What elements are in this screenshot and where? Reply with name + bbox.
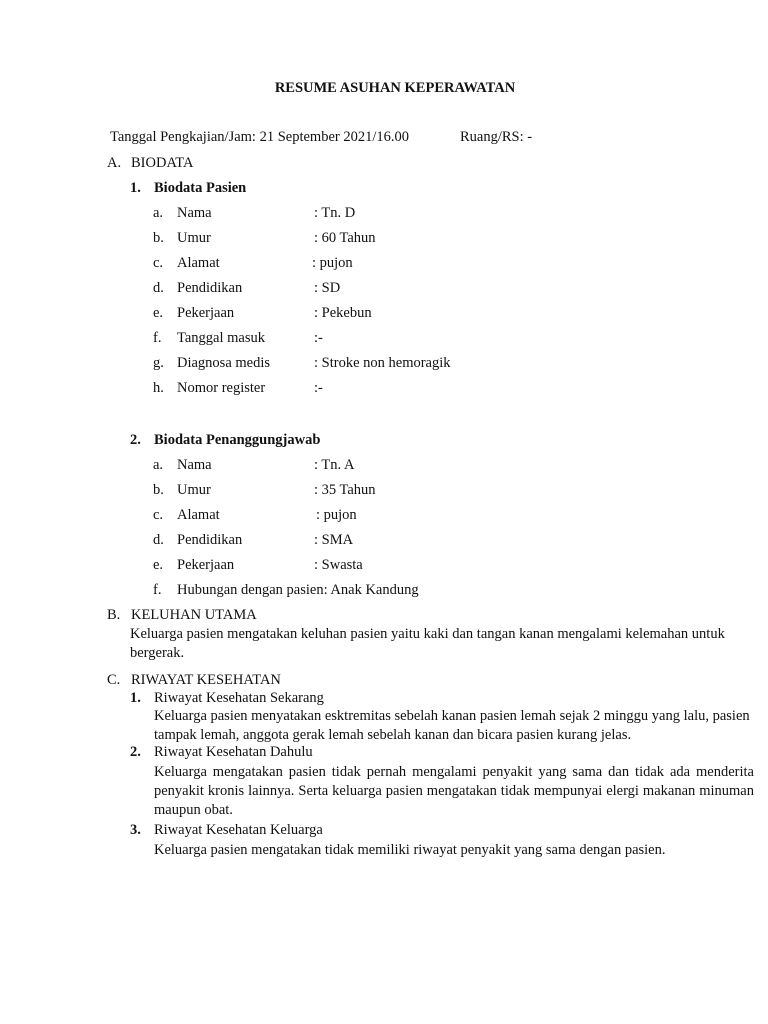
history-item-heading: Riwayat Kesehatan Keluarga [154,822,323,838]
field-label: Pendidikan [177,532,243,548]
field-value: : Pekebun [314,305,372,321]
field-value: : Tn. D [314,205,356,221]
section-b-letter: B. [107,607,121,623]
field-letter: c. [153,507,164,523]
history-item-number: 1. [130,690,141,706]
history-item-number: 3. [130,822,141,838]
subsection-pasien-heading: Biodata Pasien [154,180,247,196]
chief-complaint-text: Keluarga pasien mengatakan keluhan pasien yaitu kaki dan tangan kanan mengalami kelemahan untuk bergerak. [130,626,725,661]
field-value: :- [314,330,323,346]
field-label: Pendidikan [177,280,243,296]
field-letter: b. [153,482,164,498]
field-value: : 35 Tahun [314,482,376,498]
field-label: Pekerjaan [177,305,235,321]
field-label: Alamat [177,255,220,271]
section-b-heading: KELUHAN UTAMA [131,607,257,623]
field-label: Pekerjaan [177,557,235,573]
relationship-field: Hubungan dengan pasien: Anak Kandung [177,582,419,598]
assessment-date: Tanggal Pengkajian/Jam: 21 September 2021/16.00 [110,129,409,145]
field-value: : SD [314,280,341,296]
field-letter: d. [153,532,164,548]
field-label: Umur [177,482,211,498]
field-label: Nama [177,205,212,221]
history-item-text: Keluarga pasien mengatakan tidak memiliki riwayat penyakit yang sama dengan pasien. [154,842,666,858]
field-value: : 60 Tahun [314,230,376,246]
field-label: Nama [177,457,212,473]
field-letter: d. [153,280,164,296]
field-value: : Tn. A [314,457,355,473]
field-letter: b. [153,230,164,246]
field-letter: f. [153,582,162,598]
section-a-letter: A. [107,155,122,171]
field-value: : Swasta [314,557,363,573]
field-value: : pujon [312,255,353,271]
field-value: : Stroke non hemoragik [314,355,451,371]
field-letter: e. [153,557,164,573]
history-item-number: 2. [130,744,141,760]
field-label: Nomor register [177,380,266,396]
history-item-text: Keluarga mengatakan pasien tidak pernah mengalami penyakit yang sama dan tidak ada menderita penyakit kronis lainnya. Serta keluarga pasien mengatakan tidak mempunyai elergi makanan minuman maupun obat. [154,764,754,818]
field-value: :- [314,380,323,396]
section-c-heading: RIWAYAT KESEHATAN [131,672,281,688]
field-label: Alamat [177,507,220,523]
field-label: Diagnosa medis [177,355,271,371]
field-letter: c. [153,255,164,271]
section-a-heading: BIODATA [131,155,194,171]
section-c-letter: C. [107,672,121,688]
room-info: Ruang/RS: - [460,129,533,145]
field-label: Tanggal masuk [177,330,265,346]
field-letter: e. [153,305,164,321]
document-title: RESUME ASUHAN KEPERAWATAN [274,80,516,96]
history-item-heading: Riwayat Kesehatan Sekarang [154,690,324,706]
history-item-text: Keluarga pasien menyatakan esktremitas sebelah kanan pasien lemah sejak 2 minggu yang lalu, pasien tampak lemah, anggota gerak lemah sebelah kanan dan bicara pasien kurang jelas. [154,708,750,743]
field-letter: g. [153,355,164,371]
field-label: Umur [177,230,211,246]
subsection-penanggung-number: 2. [130,432,141,448]
field-letter: f. [153,330,162,346]
field-letter: h. [153,380,164,396]
field-letter: a. [153,457,164,473]
field-value: : SMA [314,532,354,548]
field-letter: a. [153,205,164,221]
subsection-pasien-number: 1. [130,180,141,196]
subsection-penanggung-heading: Biodata Penanggungjawab [154,432,321,448]
field-value: : pujon [316,507,357,523]
history-item-heading: Riwayat Kesehatan Dahulu [154,744,313,760]
